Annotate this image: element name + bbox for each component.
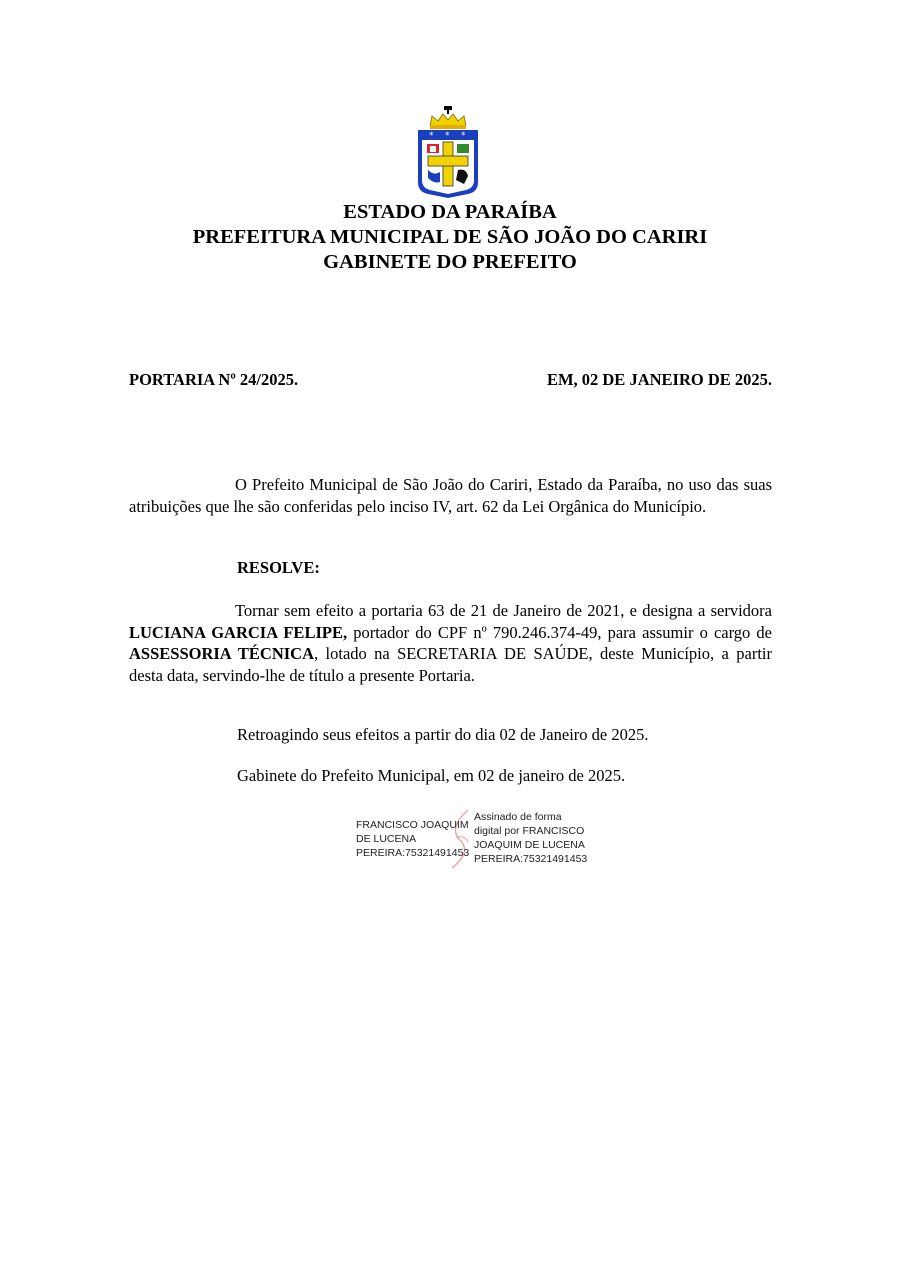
ordinance-date: EM, 02 DE JANEIRO DE 2025. xyxy=(546,370,772,389)
svg-text:*: * xyxy=(461,131,466,141)
signature-note-line1: Assinado de forma xyxy=(474,811,562,823)
main-text-part1: Tornar sem efeito a portaria 63 de 21 de Janeiro de 2021, e designa a servidora xyxy=(235,601,772,620)
ordinance-number: PORTARIA Nº 24/2025. xyxy=(129,370,299,389)
signer-name-line3: PEREIRA:75321491453 xyxy=(356,847,470,859)
state-heading: ESTADO DA PARAÍBA xyxy=(343,201,557,223)
position-title: ASSESSORIA TÉCNICA xyxy=(129,644,314,663)
main-paragraph xyxy=(129,600,772,686)
signer-name-line1: FRANCISCO JOAQUIM xyxy=(356,819,469,831)
municipality-heading: PREFEITURA MUNICIPAL DE SÃO JOÃO DO CARIRI xyxy=(192,226,708,248)
svg-text:*: * xyxy=(429,131,434,141)
retroactive-line: Retroagindo seus efeitos a partir do dia 02 de Janeiro de 2025. xyxy=(237,725,649,744)
closing-line: Gabinete do Prefeito Municipal, em 02 de janeiro de 2025. xyxy=(237,766,626,785)
signature-note-line3: JOAQUIM DE LUCENA xyxy=(474,839,585,851)
digital-signature-block xyxy=(356,808,596,872)
resolve-heading: RESOLVE: xyxy=(237,558,320,577)
main-text-part3: , lotado na SECRETARIA DE SAÚDE, deste Município, a partir desta data, servindo-lhe de título a presente Portaria. xyxy=(129,644,772,685)
signer-name-line2: DE LUCENA xyxy=(356,833,417,845)
ordinance-reference-row xyxy=(129,370,772,392)
office-heading: GABINETE DO PREFEITO xyxy=(323,251,577,273)
signature-note-line4: PEREIRA:75321491453 xyxy=(474,853,588,865)
employee-name: LUCIANA GARCIA FELIPE, xyxy=(129,622,348,642)
signature-note xyxy=(474,810,599,866)
signer-name xyxy=(356,818,471,860)
signature-note-line2: digital por FRANCISCO xyxy=(474,825,585,837)
svg-text:*: * xyxy=(445,131,450,141)
municipal-coat-of-arms-icon xyxy=(410,106,486,198)
intro-paragraph: O Prefeito Municipal de São João do Cariri, Estado da Paraíba, no uso das suas atribuições que lhe são conferidas pelo inciso IV, art. 62 da Lei Orgânica do Município. xyxy=(129,475,772,516)
main-text-part2: portador do CPF nº 790.246.374-49, para assumir o cargo de xyxy=(347,622,772,642)
